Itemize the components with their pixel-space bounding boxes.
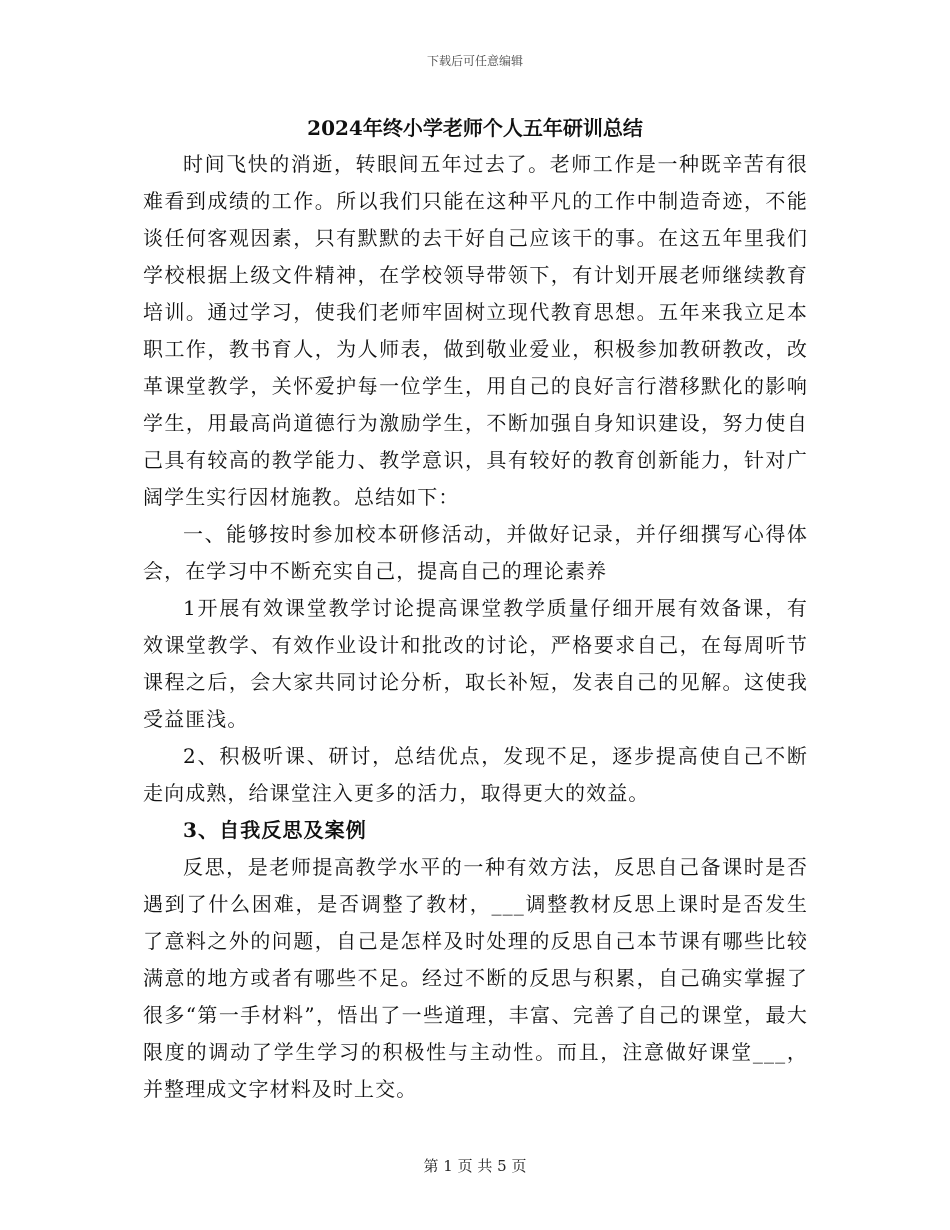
paragraph-item-two: 2、积极听课、研讨，总结优点，发现不足，逐步提高使自己不断走向成熟，给课堂注入更多的活力，取得更大的效益。 [143, 744, 808, 805]
paragraph-reflection: 反思，是老师提高教学水平的一种有效方法，反思自己备课时是否遇到了什么困难，是否调整了教材，___调整教材反思上课时是否发生了意料之外的问题，自己是怎样及时处理的反思自己本节课有哪些比较满意的地方或者有哪些不足。经过不断的反思与积累，自己确实掌握了很多“第一手材料”，悟出了一些道理，丰富、完善了自己的课堂，最大限度的调动了学生学习的积极性与主动性。而且，注意做好课堂___，并整理成文字材料及时上交。 [143, 855, 808, 1101]
page-number: 第 1 页 共 5 页 [423, 1157, 527, 1175]
document-title: 2024年终小学老师个人五年研训总结 [307, 116, 643, 140]
paragraph-item-one: 1开展有效课堂教学讨论提高课堂教学质量仔细开展有效备课，有效课堂教学、有效作业设计和批改的讨论，严格要求自己，在每周听节课程之后，会大家共同讨论分析，取长补短，发表自己的见解。这使我受益匪浅。 [143, 596, 808, 731]
paragraph-heading-three: 3、自我反思及案例 [183, 818, 367, 842]
paragraph-intro: 时间飞快的消逝，转眼间五年过去了。老师工作是一种既辛苦有很难看到成绩的工作。所以我们只能在这种平凡的工作中制造奇迹，不能谈任何客观因素，只有默默的去干好自己应该干的事。在这五年里我们学校根据上级文件精神，在学校领导带领下，有计划开展老师继续教育培训。通过学习，使我们老师牢固树立现代教育思想。五年来我立足本职工作，教书育人，为人师表，做到敬业爱业，积极参加教研教改，改革课堂教学，关怀爱护每一位学生，用自己的良好言行潜移默化的影响学生，用最高尚道德行为激励学生，不断加强自身知识建设，努力使自己具有较高的教学能力、教学意识，具有较好的教育创新能力，针对广阔学生实行因材施教。总结如下： [143, 152, 808, 509]
paragraph-section-one: 一、能够按时参加校本研修活动，并做好记录，并仔细撰写心得体会，在学习中不断充实自己，提高自己的理论素养 [143, 522, 808, 583]
page-header-note: 下载后可任意编辑 [426, 54, 523, 68]
document-body [143, 146, 808, 1108]
